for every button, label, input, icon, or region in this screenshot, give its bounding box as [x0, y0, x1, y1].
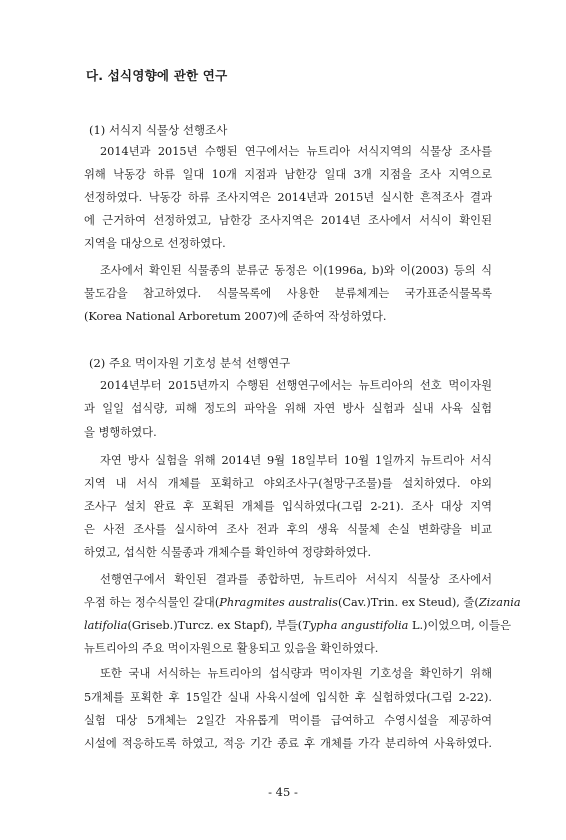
paragraph-line: 실험 대상 5개체는 2일간 자유롭게 먹이를 급여하고 수영시설을 제공하여	[84, 714, 492, 727]
paragraph-line-species: 우점 하는 정수식물인 갈대(Phragmites australis(Cav.)Trin. ex Steud), 줄(Zizania	[84, 596, 521, 609]
species-name: latifolia	[84, 619, 128, 632]
paragraph-line-species: latifolia(Griseb.)Turcz. ex Stapf), 부들(Typha angustifolia L.)이었으며, 이들은	[84, 619, 512, 632]
paragraph-line: 2014년과 2015년 수행된 연구에서는 뉴트리아 서식지역의 식물상 조사를	[100, 145, 492, 158]
paragraph-line: 은 사전 조사를 실시하여 조사 전과 후의 생육 식물체 손실 변화량을 비교	[84, 523, 492, 536]
paragraph-line: 선정하였다. 낙동강 하류 조사지역은 2014년과 2015년 실시한 흔적조사 결과	[84, 191, 492, 204]
paragraph-line: 물도감을 참고하였다. 식물목록에 사용한 분류체계는 국가표준식물목록	[84, 287, 492, 300]
paragraph-line: 자연 방사 실험을 위해 2014년 9월 18일부터 10월 1일까지 뉴트리아 서식	[100, 454, 492, 467]
paragraph-line: 선행연구에서 확인된 결과를 종합하면, 뉴트리아 서식지 식물상 조사에서	[100, 573, 492, 586]
paragraph-line: 에 근거하여 선정하였고, 남한강 조사지역은 2014년 조사에서 서식이 확인된	[84, 214, 492, 227]
species-name: Typha angustifolia	[302, 619, 409, 632]
paragraph-line: 또한 국내 서식하는 뉴트리아의 섭식량과 먹이자원 기호성을 확인하기 위해	[100, 667, 492, 680]
paragraph-line: 조사구 설치 완료 후 포획된 개체를 입식하였다(그림 2-21). 조사 대상 지역	[84, 500, 492, 513]
paragraph-line: 지역 내 서식 개체를 포획하고 야외조사구(철망구조물)를 설치하였다. 야외	[84, 477, 492, 490]
paragraph-line: 위해 낙동강 하류 일대 10개 지점과 남한강 일대 3개 지점을 조사 지역으로	[84, 168, 492, 181]
page-number: - 45 -	[268, 785, 298, 799]
paragraph-line: 하였고, 섭식한 식물종과 개체수를 확인하여 정량화하였다.	[84, 546, 372, 559]
paragraph-line: 을 병행하였다.	[84, 426, 157, 439]
subsection-title-2: (2) 주요 먹이자원 기호성 분석 선행연구	[89, 356, 291, 370]
paragraph-line: 시설에 적응하도록 하였고, 적응 기간 종료 후 개체를 가각 분리하여 사육하였다.	[84, 737, 492, 750]
subsection-title-1: (1) 서식지 식물상 선행조사	[89, 123, 228, 137]
paragraph-line: 과 일일 섭식량, 피해 정도의 파악을 위해 자연 방사 실험과 실내 사육 실험	[84, 402, 492, 415]
paragraph-line: (Korea National Arboretum 2007)에 준하여 작성하였다.	[84, 310, 387, 323]
species-name: Phragmites australis	[219, 596, 338, 609]
paragraph-line: 2014년부터 2015년까지 수행된 선행연구에서는 뉴트리아의 선호 먹이자원	[100, 379, 492, 392]
paragraph-line: 조사에서 확인된 식물종의 분류군 동정은 이(1996a, b)와 이(2003) 등의 식	[100, 264, 492, 277]
section-heading: 다. 섭식영향에 관한 연구	[86, 68, 228, 83]
paragraph-line: 뉴트리아의 주요 먹이자원으로 활용되고 있음을 확인하였다.	[84, 642, 379, 655]
paragraph-line: 5개체를 포획한 후 15일간 실내 사육시설에 입식한 후 실험하였다(그림 2-22).	[84, 691, 492, 704]
paragraph-line: 지역을 대상으로 선정하였다.	[84, 237, 226, 250]
species-name: Zizania	[478, 596, 521, 609]
